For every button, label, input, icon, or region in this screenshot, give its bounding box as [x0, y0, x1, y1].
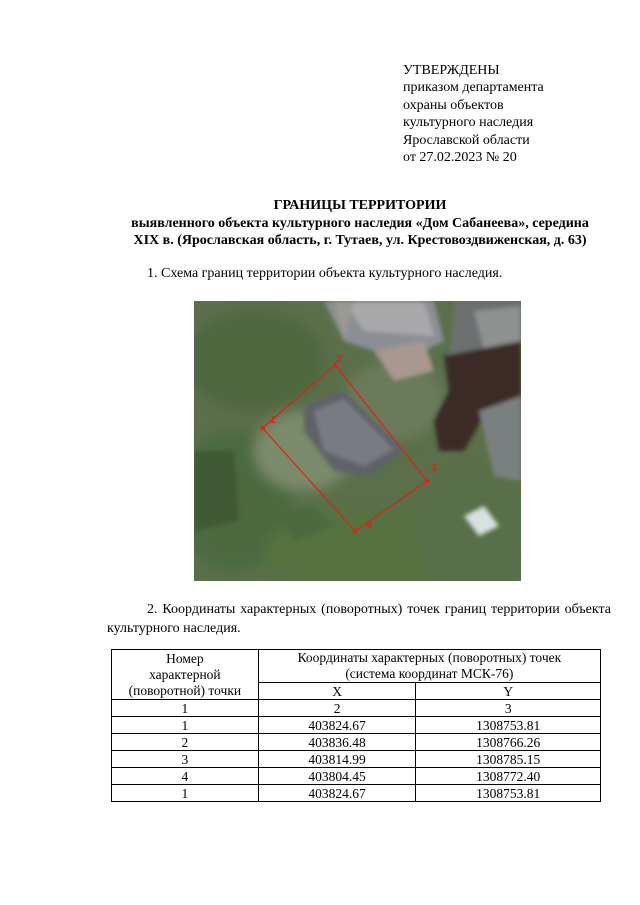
table-row: 2 403836.48 1308766.26 — [112, 734, 601, 751]
table-row: 1 403824.67 1308753.81 — [112, 785, 601, 802]
approval-line: от 27.02.2023 № 20 — [403, 150, 517, 166]
point-label-2: 2 — [336, 354, 342, 365]
title-line-3: XIX в. (Ярославская область, г. Тутаев, ул. Крестовоздвиженская, д. 63) — [133, 233, 587, 248]
coordinates-table — [111, 649, 601, 802]
approval-line: охраны объектов — [403, 97, 504, 113]
approval-line: приказом департамента — [403, 80, 544, 96]
approval-line: Ярославской области — [403, 132, 530, 148]
header-point-number: Номер характерной (поворотной) точки — [112, 650, 259, 700]
point-label-3: 3 — [431, 463, 437, 474]
boundary-point-marker — [260, 426, 264, 430]
header-coordinates: Координаты характерных (поворотных) точек (система координат МСК-76) — [258, 650, 600, 683]
table-row: 4 403804.45 1308772.40 — [112, 768, 601, 785]
table-row: 3 403814.99 1308785.15 — [112, 751, 601, 768]
title-line-2: выявленного объекта культурного наследия «Дом Сабанеева», середина — [131, 215, 589, 231]
boundary-point-marker — [425, 479, 429, 483]
point-label-4: 4 — [366, 520, 372, 531]
boundary-scheme-map — [194, 301, 521, 581]
approval-line: УТВЕРЖДЕНЫ — [403, 63, 500, 78]
index-row: 1 2 3 — [112, 700, 601, 717]
boundary-point-marker — [353, 529, 357, 533]
satellite-image — [194, 301, 521, 581]
approval-block — [403, 62, 544, 166]
document-title — [100, 197, 620, 250]
section-1-heading: 1. Схема границ территории объекта культурного наследия. — [147, 266, 503, 281]
point-label-1: 1 — [270, 415, 276, 426]
section-2-heading: 2. Координаты характерных (поворотных) точек границ территории объекта культурного наследия. — [107, 602, 611, 636]
table-row: 1 403824.67 1308753.81 — [112, 717, 601, 734]
header-x: X — [258, 683, 416, 700]
title-line-1: ГРАНИЦЫ ТЕРРИТОРИИ — [273, 198, 447, 213]
approval-line: культурного наследия — [403, 115, 534, 131]
header-y: Y — [416, 683, 601, 700]
